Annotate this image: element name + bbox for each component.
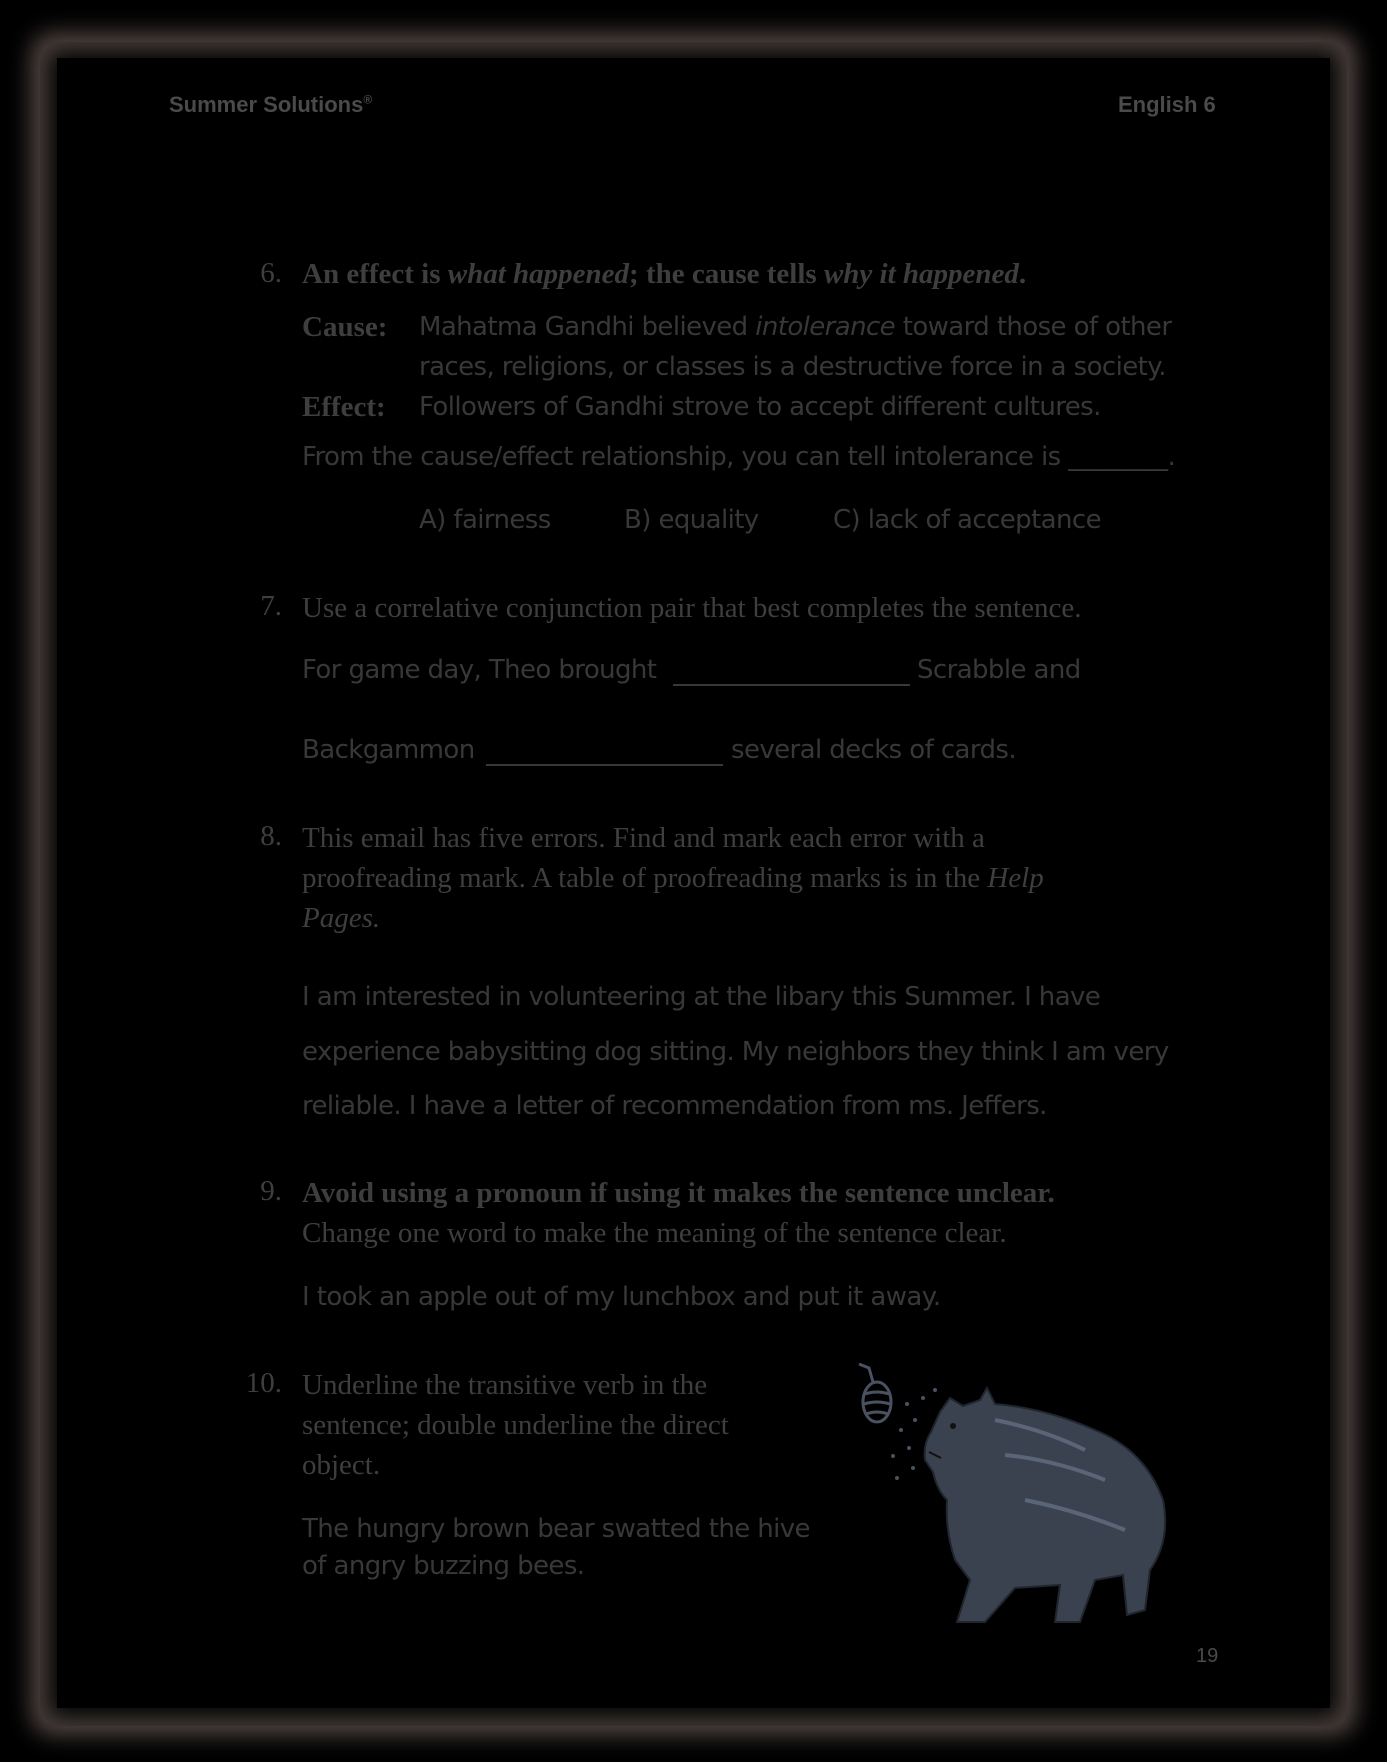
q10-prompt [302,1365,729,1485]
q10-prompt-line2: sentence; double underline the direct [302,1409,729,1441]
q10-prompt-line1: Underline the transitive verb in the [302,1369,708,1401]
beehive-icon [859,1364,891,1422]
cause-text-a: Mahatma Gandhi believed [419,312,756,342]
q7-line1-after: Scrabble and [917,655,1081,685]
q6-option-c: C) lack of acceptance [833,505,1101,535]
q8-prompt-line2a: proofreading mark. A table of proofreading marks is in the [302,862,988,894]
header-right: English 6 [1118,92,1216,117]
page-number: 19 [1196,1645,1219,1667]
email-line-1: I am interested in volunteering at the libary this Summer. I have [302,982,1101,1012]
cause-text-c: toward those of other [895,312,1172,342]
registered-mark: ® [363,92,373,107]
q10-sentence-line1: The hungry brown bear swatted the hive [302,1514,810,1544]
q6-prompt-e: . [1018,258,1027,290]
q6-prompt-b: what happened [447,258,630,290]
q7-line2-after: several decks of cards. [731,735,1016,765]
email-line-2: experience babysitting dog sitting. My neighbors they think I am very [302,1037,1169,1067]
header-title: Summer Solutions [169,92,364,117]
q6-number: 6. [260,257,282,289]
q7-blank-2[interactable] [486,764,723,766]
cause-label: Cause: [302,311,388,343]
header-left [169,92,372,118]
q6-prompt-a: An effect is [302,258,448,290]
q10-prompt-line3: object. [302,1449,381,1481]
q9-sentence: I took an apple out of my lunchbox and put it away. [302,1282,941,1312]
bear-illustration [845,1360,1175,1640]
q9-number: 9. [260,1175,282,1207]
q10-number: 10. [245,1367,282,1399]
q7-number: 7. [260,590,282,622]
bear-icon [925,1388,1166,1622]
cause-text [419,312,1171,342]
q6-prompt-c: ; the cause tells [629,258,824,290]
q7-prompt: Use a correlative conjunction pair that best completes the sentence. [302,592,1082,624]
q8-prompt-line1: This email has five errors. Find and mark each error with a [302,822,985,854]
q9-prompt-line2: Change one word to make the meaning of the sentence clear. [302,1217,1007,1249]
q9-prompt [302,1173,1055,1253]
q10-sentence-line2: of angry buzzing bees. [302,1551,585,1581]
q6-option-a: A) fairness [419,505,551,535]
email-line-3: reliable. I have a letter of recommendation from ms. Jeffers. [302,1091,1047,1121]
cause-text-b: intolerance [755,312,896,342]
q7-line1-before: For game day, Theo brought [302,655,657,685]
q6-prompt [302,254,1026,294]
q7-line2-before: Backgammon [302,735,475,765]
q8-number: 8. [260,820,282,852]
q8-prompt-line2 [302,858,1044,898]
q8-prompt-line2b: Help [987,862,1044,894]
q8-prompt [302,818,1044,938]
q7-blank-1[interactable] [673,684,910,686]
q6-prompt-d: why it happened [823,258,1019,290]
cause-text-line2: races, religions, or classes is a destructive force in a society. [419,352,1166,382]
q6-question: From the cause/effect relationship, you can tell intolerance is ________. [302,442,1176,472]
q9-prompt-bold: Avoid using a pronoun if using it makes the sentence unclear. [302,1177,1055,1209]
effect-label: Effect: [302,391,386,423]
q6-option-b: B) equality [624,505,759,535]
effect-text: Followers of Gandhi strove to accept different cultures. [419,392,1101,422]
q8-prompt-line3: Pages. [302,902,381,934]
